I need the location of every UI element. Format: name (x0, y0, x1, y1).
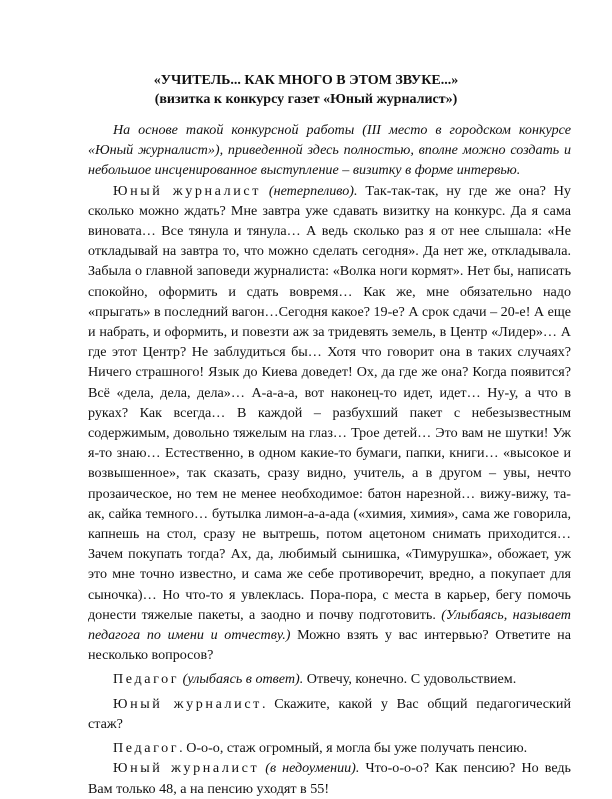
document-subtitle: (визитка к конкурсу газет «Юный журналист») (154, 92, 458, 107)
dialogue-paragraph-journalist-3 (88, 758, 571, 798)
speaker-label: Юный журналист (113, 695, 262, 712)
speech-text: Что-о-о-о? Как пенсию? Но ведь Вам только 48, а на пенсию уходят в 55! (88, 760, 571, 797)
speech-text: . О-о-о, стаж огромный, я могла бы уже получать пенсию. (179, 740, 528, 757)
speech-text: Отвечу, конечно. С удовольствием. (303, 671, 517, 688)
dialogue-paragraph-journalist-2 (88, 694, 571, 734)
dialogue-paragraph-teacher-1 (88, 669, 571, 689)
intro-paragraph: На основе такой конкурсной работы (III место в городском конкурсе «Юный журналист»), приведенной здесь полностью, вполне можно создать и небольшое инсценированное выступление – визитку в форме интервью. (88, 122, 571, 179)
speech-text: . Скажите, какой у Вас общий педагогический стаж? (88, 695, 571, 732)
stage-remark: (в недоумении). (259, 760, 360, 777)
stage-remark: (Улыбаясь, называет педагога по имени и отчеству.) (88, 606, 571, 644)
speaker-label: Педагог (113, 671, 180, 688)
speech-text: Можно взять у вас интервью? Ответите на несколько вопросов? (88, 627, 571, 664)
speaker-label: Юный журналист (113, 182, 262, 199)
stage-remark: (улыбаясь в ответ). (179, 671, 304, 688)
speaker-label: Юный журналист (113, 760, 260, 777)
dialogue-paragraph-journalist-1 (88, 181, 571, 666)
document-body (88, 120, 571, 799)
document-title: «УЧИТЕЛЬ... КАК МНОГО В ЭТОМ ЗВУКЕ...» (153, 73, 459, 88)
speech-text: Так-так-так, ну где же она? Ну сколько можно ждать? Мне завтра уже сдавать визитку на конкурс. Да я сама виновата… Все тянула и тянула… А ведь сколько раз я от нее слышала: «Не откладывай на завтра то, что можно сделать сегодня». Да нет же, откладывала. Забыла о главной заповеди журналиста: «Волка ноги кормят». Нет бы, написать спокойно, оформить и сдать вовремя… Как же, мне обязательно надо «прыгать» в последний вагон…Сегодня какое? 19-е? А срок сдачи – 20-е! А еще и набрать, и оформить, и повезти аж за тридевять земель, в Центр «Лидер»… А где этот Центр? Не заблудиться бы… Хотя что говорит она в таких случаях? Ничего страшного! Язык до Киева доведет! Ох, да где же она? Когда появится? Всё «дела, дела, дела»… А-а-а-а, вот наконец-то идет, идет… Ну-у, а что в руках? Как всегда… В каждой – разбухший пакет с небезызвестным содержимым, довольно тяжелым на глаз… Трое детей… Это вам не шутки! Уж я-то знаю… Естественно, в одном какие-то бумаги, папки, книги… «высокое и возвышенное», так сказать, сразу видно, учитель, а в другом – увы, нечто прозаическое, но тем не менее необходимое: батон нарезной… вижу-вижу, та-ак, сайка темного… бутылка лимон-а-а-ада («химия, химия», сама же говорила, капнешь на стол, сразу не вытрешь, потом ацетоном снимать приходится… Зачем покупать тогда? Ах, да, любимый сынишка, «Тимурушка», обожает, уж это мне точно известно, и сама же себе противоречит, вредно, а покупает для сыночка)… Но что-то я увлеклась. Пора-пора, с места в карьер, бегу помочь донести тяжелые пакеты, а заодно и почву подготовить. (88, 182, 571, 623)
speaker-label: Педагог (113, 740, 180, 757)
stage-remark: (нетерпеливо). (268, 182, 358, 199)
dialogue-paragraph-teacher-2 (88, 738, 571, 758)
